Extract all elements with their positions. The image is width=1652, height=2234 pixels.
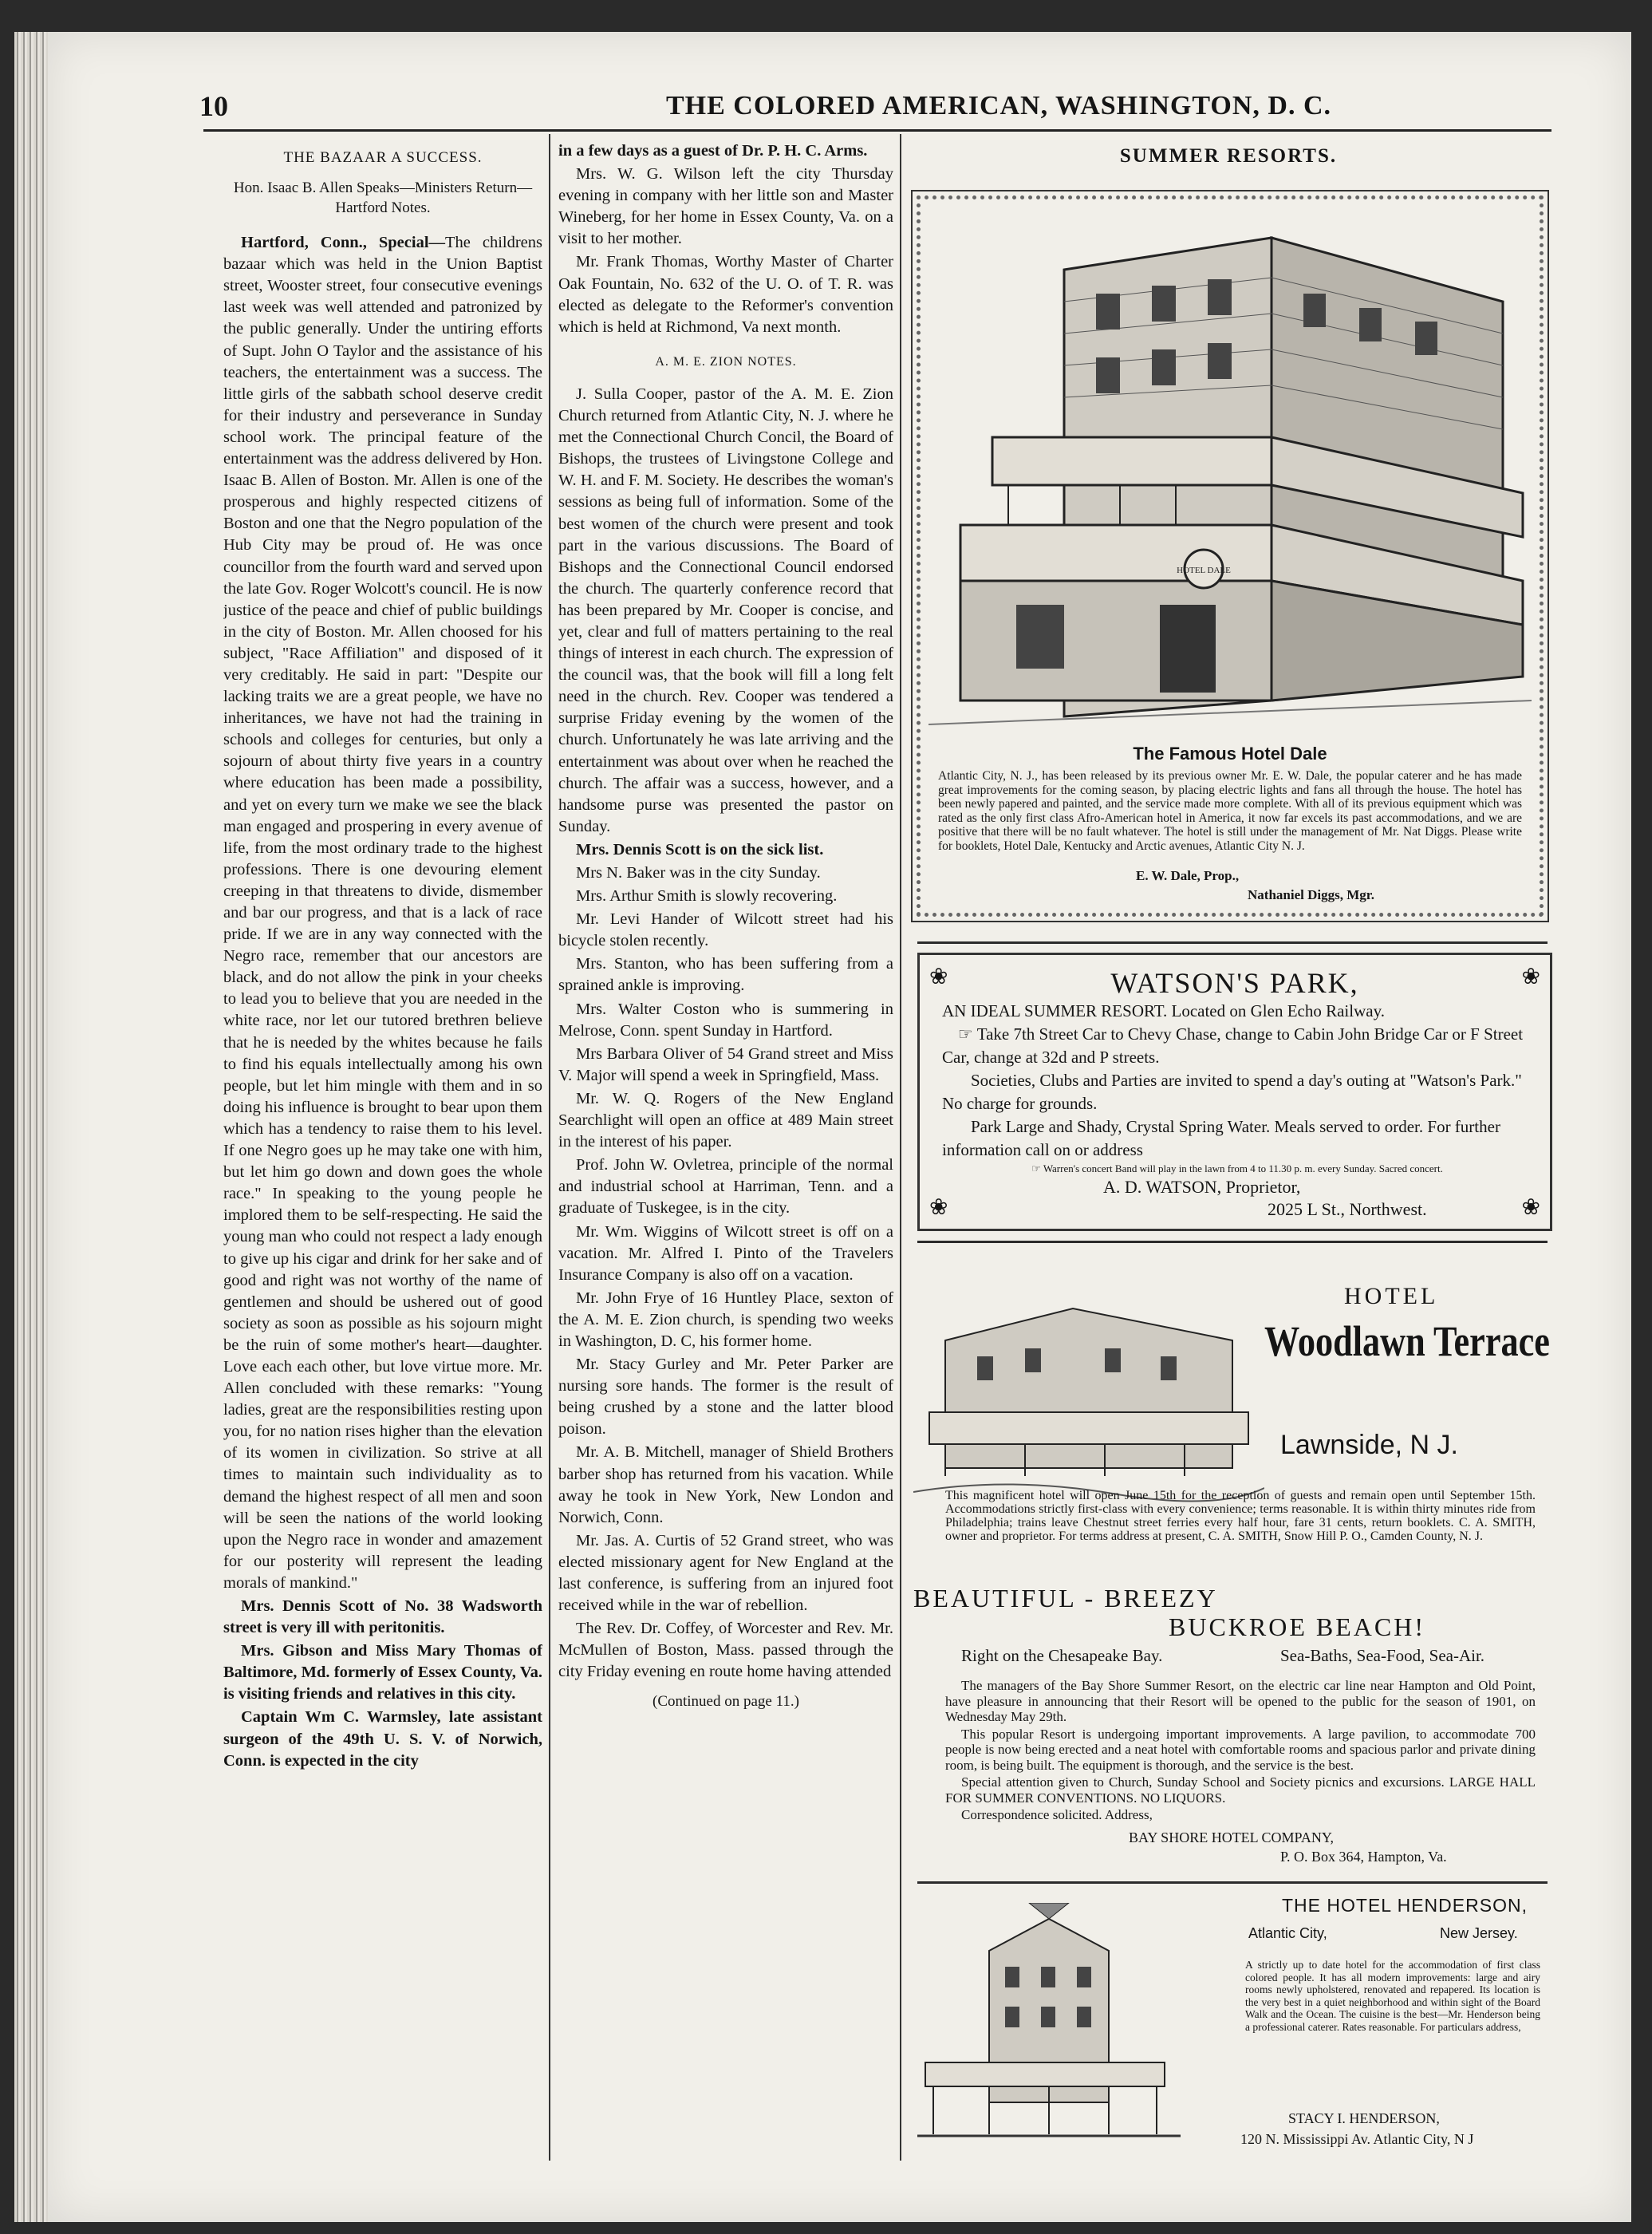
article-paragraph: Mr. Levi Hander of Wilcott street had his bicycle stolen recently.: [558, 910, 893, 950]
concert-note: Warren's concert Band will play in the lawn from 4 to 11.30 p. m. every Sunday. Sacred concert.: [1043, 1162, 1443, 1174]
hotel-dale-prop: E. W. Dale, Prop.,: [1136, 868, 1240, 883]
buckroe-title-1: BEAUTIFUL - BREEZY: [913, 1584, 1218, 1612]
article-paragraph: J. Sulla Cooper, pastor of the A. M. E. Zion Church returned from Atlantic City, N. J. where he met the Connectional Church Concil, the Board of Bishops, the trustees of Livingstone College and W. H. and F. M. Society. He describes the woman's sessions as being full of information. Some of the best women of the church were present and took part in the various discussions. The Board of Bishops and the Connectional Council endorsed the church. The quarterly conference record that has been prepared by Mr. Cooper is concise, and yet, clear and full of matters pertaining to the real things of interest in each church. The expression of the council was, that the book will fill a long felt need in the church. Rev. Cooper was tendered a surprise Friday evening by the women of the church. Unfortunately he was late arriving and the entertainment was about over when he reached the church. The affair was a success, however, and a handsome purse was presented the pastor on Sunday.: [558, 385, 893, 835]
watsons-park-body: [942, 1000, 1532, 1175]
watsons-park-address: 2025 L St., Northwest.: [1268, 1199, 1427, 1219]
scroll-ornament-icon: ❀: [1521, 1195, 1540, 1220]
page-edge-stack: [14, 32, 48, 2222]
article-paragraph: in a few days as a guest of Dr. P. H. C. Arms.: [558, 142, 868, 160]
buckroe-title-2: BUCKROE BEACH!: [1169, 1612, 1426, 1641]
henderson-title: THE HOTEL HENDERSON,: [1282, 1895, 1528, 1916]
buckroe-beach-ad: [913, 1576, 1551, 1879]
buckroe-paragraph: Special attention given to Church, Sunday School and Society picnics and excursions. LARGE HALL FOR SUMMER CONVENTIONS. NO LIQUORS.: [945, 1774, 1536, 1806]
buckroe-tagline-1: Right on the Chesapeake Bay.: [961, 1646, 1163, 1665]
article-paragraph: Mr. John Frye of 16 Huntley Place, sexton of the A. M. E. Zion church, is spending two weeks in Washington, D. C, his former home.: [558, 1289, 893, 1350]
ad-divider: [917, 941, 1548, 944]
masthead: THE COLORED AMERICAN, WASHINGTON, D. C.: [666, 91, 1332, 120]
watsons-park-line: [942, 1162, 1532, 1175]
henderson-state: New Jersey.: [1440, 1925, 1518, 1941]
hotel-sign: HOTEL DALE: [1177, 566, 1231, 575]
column-divider-1: [549, 134, 550, 2161]
article-paragraph: Mrs N. Baker was in the city Sunday.: [576, 864, 821, 882]
column-2: [558, 140, 893, 2151]
ad-divider: [917, 1881, 1548, 1884]
article-paragraph: Mr. Frank Thomas, Worthy Master of Charter Oak Fountain, No. 632 of the U. O. of T. R. was elected as delegate to the Reformer's convention which is held at Richmond, Va next month.: [558, 253, 893, 336]
summer-resorts-title: SUMMER RESORTS.: [1119, 145, 1338, 167]
buckroe-body: [945, 1678, 1536, 1823]
article-paragraph: The Rev. Dr. Coffey, of Worcester and Rev. Mr. McMullen of Boston, Mass. passed through the city Friday evening en route home having attended: [558, 1620, 893, 1681]
watsons-park-line: [942, 1023, 1532, 1069]
column-divider-2: [900, 134, 901, 2161]
watsons-park-line: Park Large and Shady, Crystal Spring Water. Meals served to order. For further information call on or address: [942, 1117, 1500, 1159]
page-header: [199, 89, 1555, 129]
continued-note: (Continued on page 11.): [653, 1693, 799, 1711]
article-paragraph: [223, 232, 542, 1594]
woodlawn-location: Lawnside, N J.: [1280, 1430, 1458, 1460]
article-paragraph: Mr. Stacy Gurley and Mr. Peter Parker are nursing sore hands. The former is the result of being crushed by a stone and the latter blood poison.: [558, 1356, 893, 1439]
article-paragraph: Mrs. Stanton, who has been suffering from a sprained ankle is improving.: [558, 955, 893, 995]
article-paragraph: Mr. Wm. Wiggins of Wilcott street is off on a vacation. Mr. Alfred I. Pinto of the Travelers Insurance Company is also off on a vacation.: [558, 1222, 893, 1284]
paragraph-text: The childrens bazaar which was held in the Union Baptist street, Wooster street, four consecutive evenings last week was well attended and patronized by the public generally. Under the untiring efforts of Supt. John O Taylor and the assistance of his teachers, the entertainment was a success. The little girls of the sabbath school deserve credit for their industry and perseverance in Sunday school work. The principal feature of the entertainment was the address delivered by Hon. Isaac B. Allen of Boston. Mr. Allen is one of the prosperous and highly respected citizens of Boston and one that the Negro population of the Hub City may be proud of. He was once councillor from the fourth ward and served upon the late Gov. Roger Wolcott's council. He is now justice of the peace and chief of public buildings in the city of Boston. Mr. Allen choosed for his subject, "Race Affiliation" and disposed of it very creditably. He said in part: "Despite our lacking traits we are a great people, we have no inheritances, we have not had the training in schools and colleges for centuries, but only a sojourn of about thirty five years in a country where education has been made a possibility, and yet on every turn we make we see the black man engaged and prospering in every avenue of life, from the most ordinary trade to the highest professions. There is one devouring element creeping in that threatens to divide, dismember and bar our progress, and that is a lack of race pride. If we are in any way connected with the Negro race, remember that our ancestors are black, and do not allow the pink in your cheeks to lead you to believe that you are needed in the white race, nor let our tutored brethren believe that he is needed by the whites because he fails to find his equals intellectually among his own people, but let him mingle with them and in so doing his influence is brought to bear upon them which has a tendency to raise them to his level. If one Negro goes up he may take one with him, but let him go down and down goes the whole race." In speaking to the young people he implored them to be self-respecting. He said the young man who could not respect a lady enough to give up his cigar and drink for her sake and of good and right was not worthy of the name of gentlemen and should be ushered out of good society as soon as possible as his sojourn might be the ruin of some mother's heart—daughter. Love each each other, but love virtue more. Mr. Allen concluded with these remarks: "Young ladies, great are the responsibilities resting upon you, for no nation rises higher than the elevation of its women in civilization. So strive at all times to maintain such individuality as to demand the highest respect of all men and soon will be seen the nations of the world looking upon the Negro race in wonder and amazement for our posterity will represent the leading morals of mankind.": [223, 234, 542, 1592]
watsons-park-line: AN IDEAL SUMMER RESORT. Located on Glen Echo Railway.: [942, 1001, 1385, 1020]
watsons-park-ad: [917, 953, 1552, 1231]
hotel-dale-body: Atlantic City, N. J., has been released by its previous owner Mr. E. W. Dale, the popular caterer and he has made great improvements for the coming season, by placing electric lights and fans all through the house. The hotel has been newly papered and painted, and the service made more complete. With all of its previous equipment which was rated as the only first class Afro-American hotel in America, it now far excels its past accommodations, and we are positive that there will be no fault whatever. The hotel is still under the management of Mr. Nat Diggs. Please write for booklets, Hotel Dale, Kentucky and Arctic avenues, Atlantic City N. J.: [938, 769, 1522, 853]
watsons-park-title: WATSON'S PARK,: [1110, 967, 1359, 999]
hotel-dale-title: The Famous Hotel Dale: [1133, 744, 1327, 764]
article-paragraph: Mr. Jas. A. Curtis of 52 Grand street, who was elected missionary agent for New England at the last conference, is suffering from an injured foot received while in the war of rebellion.: [558, 1531, 893, 1615]
scroll-ornament-icon: ❀: [1521, 965, 1540, 989]
article-paragraph: Prof. John W. Ovletrea, principle of the normal and industrial school at Harriman, Tenn. and a graduate of Tuskegee, is in the city.: [558, 1156, 893, 1218]
watsons-park-directions: Take 7th Street Car to Chevy Chase, change to Cabin John Bridge Car or F Street Car, change at 32d and P streets.: [942, 1024, 1524, 1067]
hotel-henderson-illustration: [917, 1903, 1181, 2146]
woodlawn-hotel-label: HOTEL: [1344, 1283, 1439, 1309]
article-paragraph: Mrs. Arthur Smith is slowly recovering.: [576, 887, 838, 906]
article-paragraph: Mr. A. B. Mitchell, manager of Shield Brothers barber shop has returned from his vacation. While away he took in New York, New London and Norwich, Conn.: [558, 1443, 893, 1526]
buckroe-paragraph: Correspondence solicited. Address,: [961, 1807, 1153, 1822]
woodlawn-illustration: [913, 1285, 1264, 1508]
dateline: Hartford, Conn., Special—: [241, 234, 446, 252]
henderson-body: A strictly up to date hotel for the accommodation of first class colored people. It has all modern improvements: large and airy rooms newly upholstered, renovated and repapered. Its location is the very best in a quiet neighborhood and within sight of the Board Walk and the Ocean. The cuisine is the best—Mr. Henderson being a professional caterer. Rates reasonable. For particulars address,: [1245, 1959, 1540, 2033]
article-paragraph: Mrs. Gibson and Miss Mary Thomas of Baltimore, Md. formerly of Essex County, Va. is visiting friends and relatives in this city.: [223, 1642, 542, 1703]
buckroe-tagline-2: Sea-Baths, Sea-Food, Sea-Air.: [1280, 1646, 1485, 1665]
buckroe-box: P. O. Box 364, Hampton, Va.: [1280, 1849, 1447, 1865]
article-paragraph: Mrs. Dennis Scott is on the sick list.: [576, 840, 824, 858]
watsons-park-line: Societies, Clubs and Parties are invited to spend a day's outing at "Watson's Park." No charge for grounds.: [942, 1071, 1522, 1113]
hotel-henderson-ad: [913, 1887, 1551, 2162]
column-1: [223, 140, 542, 2151]
section-subhead: A. M. E. ZION NOTES.: [655, 354, 797, 369]
article-headline: THE BAZAAR A SUCCESS.: [283, 149, 483, 166]
hotel-dale-illustration: [929, 206, 1532, 756]
article-subhead: Hon. Isaac B. Allen Speaks—Ministers Return—Hartford Notes.: [233, 180, 533, 217]
article-paragraph: Captain Wm C. Warmsley, late assistant surgeon of the 49th U. S. V. of Norwich, Conn. is expected in the city: [223, 1708, 542, 1770]
scroll-ornament-icon: ❀: [929, 965, 948, 989]
buckroe-paragraph: This popular Resort is undergoing important improvements. A large pavilion, to accommodate 700 people is now being erected and a neat hotel with comfortable rooms and spacious parlor and private dining room, is being built. The equipment is thorough, and the service is the best.: [945, 1726, 1536, 1773]
article-paragraph: Mrs. W. G. Wilson left the city Thursday evening in company with her little son and Master Wineberg, for her home in Essex County, Va. on a visit to her mother.: [558, 165, 893, 248]
woodlawn-body: This magnificent hotel will open June 15th for the reception of guests and remain open until September 15th. Accommodations strictly first-class with every convenience; terms reasonable. It is within thirty minutes ride from Philadelphia; trains leave Chestnut street ferries every half hour, fare 31 cents, return booklets. C. A. SMITH, owner and proprietor. For terms address at present, C. A. SMITH, Snow Hill P. O., Camden County, N. J.: [945, 1489, 1536, 1543]
article-paragraph: Mrs. Dennis Scott of No. 38 Wadsworth street is very ill with peritonitis.: [223, 1597, 542, 1637]
article-paragraph: Mr. W. Q. Rogers of the New England Searchlight will open an office at 489 Main street in the interest of his paper.: [558, 1089, 893, 1151]
hotel-dale-ad: [911, 190, 1549, 922]
buckroe-paragraph: The managers of the Bay Shore Summer Resort, on the electric car line near Hampton and Old Point, have pleasure in announcing that their Resort will be opened to the public for the season of 1901, on Wednesday May 29th.: [945, 1678, 1536, 1724]
article-paragraph: Mrs. Walter Coston who is summering in Melrose, Conn. spent Sunday in Hartford.: [558, 1000, 893, 1040]
scroll-ornament-icon: ❀: [929, 1195, 948, 1220]
pointing-hand-icon: ☞: [1031, 1162, 1043, 1174]
woodlawn-name: Woodlawn Terrace: [1264, 1317, 1550, 1365]
henderson-address: 120 N. Mississippi Av. Atlantic City, N J: [1240, 2131, 1474, 2147]
buckroe-company: BAY SHORE HOTEL COMPANY,: [1129, 1829, 1335, 1845]
pointing-hand-icon: ☞: [958, 1024, 977, 1044]
hotel-dale-mgr: Nathaniel Diggs, Mgr.: [1248, 887, 1374, 902]
woodlawn-terrace-ad: [913, 1253, 1551, 1620]
page-number: 10: [199, 90, 228, 122]
watsons-park-proprietor: A. D. WATSON, Proprietor,: [1103, 1177, 1301, 1197]
article-paragraph: Mrs Barbara Oliver of 54 Grand street and Miss V. Major will spend a week in Springfield, Mass.: [558, 1044, 893, 1084]
henderson-owner: STACY I. HENDERSON,: [1288, 2110, 1440, 2126]
header-rule: [203, 129, 1551, 132]
henderson-city: Atlantic City,: [1248, 1925, 1327, 1941]
ad-divider: [917, 1241, 1548, 1243]
